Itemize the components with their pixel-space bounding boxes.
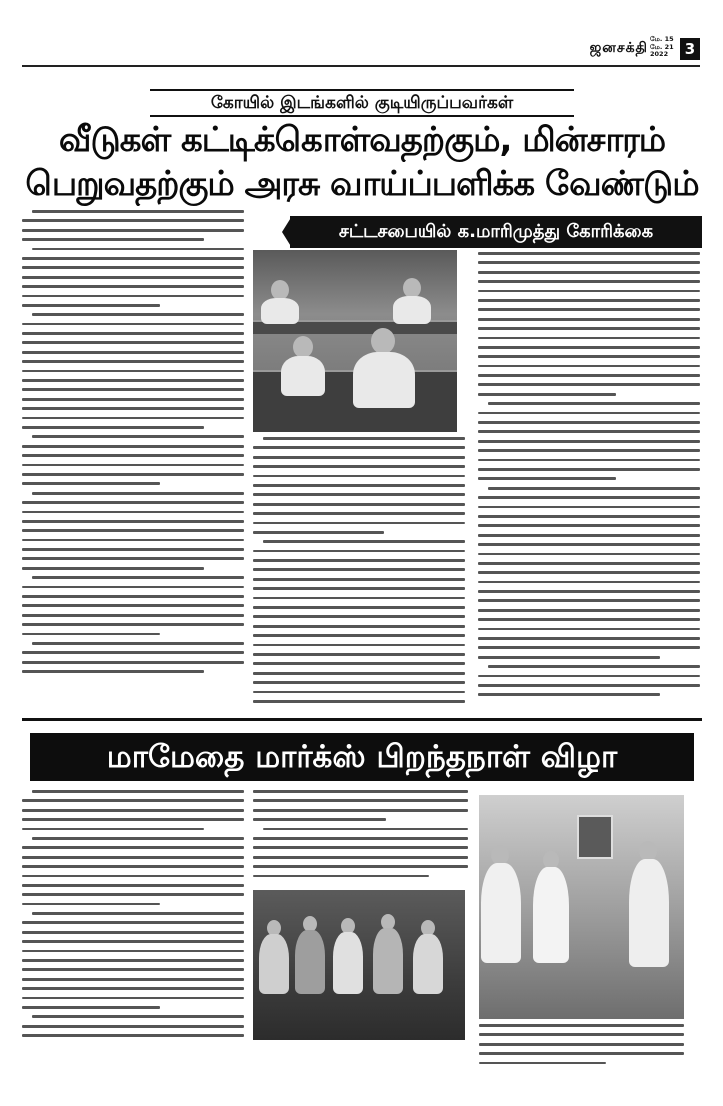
story1-column-middle (253, 437, 465, 707)
portrait-frame (577, 815, 613, 859)
story1-headline-line1: வீடுகள் கட்டிக்கொள்வதற்கும், மின்சாரம் (58, 120, 666, 160)
story2-column-left (22, 790, 244, 1040)
issue-line-1: மே. 15 (650, 35, 674, 43)
issue-line-2: மே. 21 (650, 42, 674, 51)
assembly-session-photo (253, 250, 457, 432)
story1-kicker: கோயில் இடங்களில் குடியிருப்பவர்கள் (150, 89, 574, 117)
story2-banner: மாமேதை மார்க்ஸ் பிறந்தநாள் விழா (30, 733, 694, 781)
story2-column-middle (253, 790, 468, 882)
issue-year: 2022 (650, 50, 669, 58)
page-number: 3 (680, 38, 700, 60)
story1-subhead: சட்டசபையில் க.மாரிமுத்து கோரிக்கை (290, 216, 702, 248)
story1-column-right (478, 252, 700, 707)
tribute-photo (479, 795, 684, 1019)
event-group-photo (253, 890, 465, 1040)
story1-headline-line2: பெறுவதற்கும் அரசு வாய்ப்பளிக்க வேண்டும் (25, 164, 699, 204)
story-divider (22, 718, 702, 721)
story2-photo-caption (479, 1024, 684, 1084)
story1-column-left (22, 210, 244, 705)
masthead (0, 0, 723, 82)
newspaper-logo: ஜனசக்தி (589, 40, 648, 56)
masthead-rule (22, 65, 700, 67)
issue-dates (650, 36, 676, 59)
